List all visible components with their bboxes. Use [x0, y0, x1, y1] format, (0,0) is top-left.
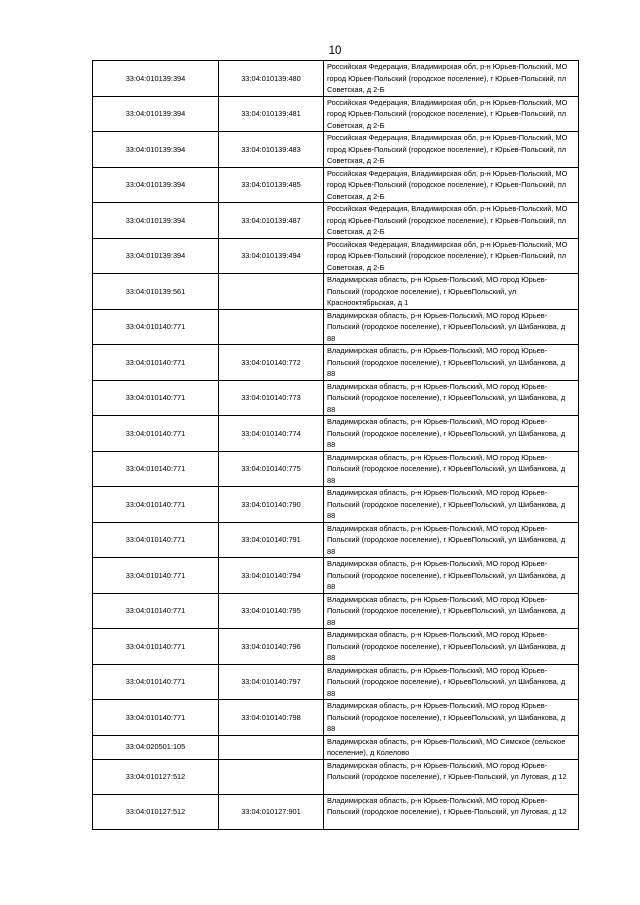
table-row [93, 629, 579, 665]
parcel-number-cell: 33:04:010139:394 [93, 61, 219, 97]
address-cell: Российская Федерация, Владимирская обл, р-н Юрьев-Польский, МО город Юрьев-Польский (городское поселение), г Юрьев-Польский, пл Советская, д 2-Б [324, 61, 579, 97]
object-number-cell [219, 274, 324, 310]
address-cell: Владимирская область, р-н Юрьев-Польский, МО город Юрьев-Польский (городское поселение), г Юрьев-Польский, ул Луговая, д 12 [324, 794, 579, 829]
parcel-number-cell: 33:04:010140:771 [93, 629, 219, 665]
parcel-number-cell: 33:04:010139:394 [93, 167, 219, 203]
address-cell: Владимирская область, р-н Юрьев-Польский, МО город Юрьев-Польский (городское поселение), г ЮрьевПольский, ул Шибанкова, д 88 [324, 629, 579, 665]
parcel-number-cell: 33:04:010140:771 [93, 416, 219, 452]
table-row [93, 451, 579, 487]
table-row [93, 558, 579, 594]
table-row [93, 593, 579, 629]
object-number-cell: 33:04:010140:791 [219, 522, 324, 558]
parcel-number-cell: 33:04:010140:771 [93, 522, 219, 558]
parcel-number-cell: 33:04:010139:394 [93, 132, 219, 168]
object-number-cell: 33:04:010140:790 [219, 487, 324, 523]
object-number-cell: 33:04:010140:775 [219, 451, 324, 487]
object-number-cell: 33:04:010140:772 [219, 345, 324, 381]
table-row [93, 132, 579, 168]
table-row [93, 664, 579, 700]
object-number-cell: 33:04:010139:480 [219, 61, 324, 97]
address-cell: Владимирская область, р-н Юрьев-Польский, МО город Юрьев-Польский (городское поселение), г ЮрьевПольский, ул Шибанкова, д 88 [324, 664, 579, 700]
table-row [93, 203, 579, 239]
address-cell: Российская Федерация, Владимирская обл, р-н Юрьев-Польский, МО город Юрьев-Польский (городское поселение), г Юрьев-Польский, пл Советская, д 2-Б [324, 132, 579, 168]
object-number-cell: 33:04:010127:901 [219, 794, 324, 829]
table-body [93, 61, 579, 830]
address-cell: Владимирская область, р-н Юрьев-Польский, МО город Юрьев-Польский (городское поселение), г ЮрьевПольский, ул Шибанкова, д 88 [324, 451, 579, 487]
table-row [93, 96, 579, 132]
address-cell: Владимирская область, р-н Юрьев-Польский, МО город Юрьев-Польский (городское поселение), г ЮрьевПольский, ул Шибанкова, д 88 [324, 487, 579, 523]
table-row [93, 416, 579, 452]
object-number-cell: 33:04:010139:481 [219, 96, 324, 132]
table-row [93, 487, 579, 523]
object-number-cell: 33:04:010140:773 [219, 380, 324, 416]
object-number-cell: 33:04:010140:794 [219, 558, 324, 594]
parcel-number-cell: 33:04:010139:561 [93, 274, 219, 310]
address-cell: Владимирская область, р-н Юрьев-Польский, МО город Юрьев-Польский (городское поселение), г ЮрьевПольский, ул Шибанкова, д 88 [324, 416, 579, 452]
address-cell: Владимирская область, р-н Юрьев-Польский, МО город Юрьев-Польский (городское поселение), г ЮрьевПольский, ул Шибанкова, д 88 [324, 380, 579, 416]
parcel-number-cell: 33:04:010140:771 [93, 664, 219, 700]
object-number-cell: 33:04:010139:494 [219, 238, 324, 274]
parcel-number-cell: 33:04:010140:771 [93, 558, 219, 594]
address-cell: Владимирская область, р-н Юрьев-Польский, МО Симское (сельское поселение), д Колелово [324, 735, 579, 759]
address-cell: Владимирская область, р-н Юрьев-Польский, МО город Юрьев-Польский (городское поселение), г ЮрьевПольский, ул Шибанкова, д 88 [324, 522, 579, 558]
table-row [93, 274, 579, 310]
table-row [93, 522, 579, 558]
table-row [93, 345, 579, 381]
parcel-number-cell: 33:04:010140:771 [93, 309, 219, 345]
object-number-cell: 33:04:010139:485 [219, 167, 324, 203]
parcel-number-cell: 33:04:010140:771 [93, 700, 219, 736]
object-number-cell: 33:04:010140:798 [219, 700, 324, 736]
parcel-number-cell: 33:04:010140:771 [93, 380, 219, 416]
table-row [93, 700, 579, 736]
address-cell: Российская Федерация, Владимирская обл, р-н Юрьев-Польский, МО город Юрьев-Польский (городское поселение), г Юрьев-Польский, пл Советская, д 2-Б [324, 167, 579, 203]
object-number-cell: 33:04:010140:797 [219, 664, 324, 700]
cadastral-table [92, 60, 579, 830]
address-cell: Владимирская область, р-н Юрьев-Польский, МО город Юрьев-Польский (городское поселение), г ЮрьевПольский, ул Красноoктябрьская, д 1 [324, 274, 579, 310]
address-cell: Владимирская область, р-н Юрьев-Польский, МО город Юрьев-Польский (городское поселение), г ЮрьевПольский, ул Шибанкова, д 88 [324, 345, 579, 381]
parcel-number-cell: 33:04:020501:105 [93, 735, 219, 759]
address-cell: Владимирская область, р-н Юрьев-Польский, МО город Юрьев-Польский (городское поселение), г Юрьев-Польский, ул Луговая, д 12 [324, 759, 579, 794]
parcel-number-cell: 33:04:010139:394 [93, 238, 219, 274]
table-row [93, 794, 579, 829]
parcel-number-cell: 33:04:010127:512 [93, 759, 219, 794]
page-number: 10 [328, 45, 342, 57]
address-cell: Владимирская область, р-н Юрьев-Польский, МО город Юрьев-Польский (городское поселение), г ЮрьевПольский, ул Шибанкова, д 88 [324, 700, 579, 736]
table-row [93, 238, 579, 274]
table-row [93, 167, 579, 203]
address-cell: Российская Федерация, Владимирская обл, р-н Юрьев-Польский, МО город Юрьев-Польский (городское поселение), г Юрьев-Польский, пл Советская, д 2-Б [324, 238, 579, 274]
object-number-cell [219, 759, 324, 794]
address-cell: Российская Федерация, Владимирская обл, р-н Юрьев-Польский, МО город Юрьев-Польский (городское поселение), г Юрьев-Польский, пл Советская, д 2-Б [324, 96, 579, 132]
parcel-number-cell: 33:04:010139:394 [93, 96, 219, 132]
parcel-number-cell: 33:04:010127:512 [93, 794, 219, 829]
table-row [93, 61, 579, 97]
table-row [93, 309, 579, 345]
object-number-cell: 33:04:010139:483 [219, 132, 324, 168]
parcel-number-cell: 33:04:010140:771 [93, 487, 219, 523]
parcel-number-cell: 33:04:010140:771 [93, 593, 219, 629]
object-number-cell [219, 735, 324, 759]
address-cell: Владимирская область, р-н Юрьев-Польский, МО город Юрьев-Польский (городское поселение), г ЮрьевПольский, ул Шибанкова, д 88 [324, 558, 579, 594]
object-number-cell: 33:04:010140:796 [219, 629, 324, 665]
object-number-cell [219, 309, 324, 345]
object-number-cell: 33:04:010139:487 [219, 203, 324, 239]
table-row [93, 735, 579, 759]
parcel-number-cell: 33:04:010140:771 [93, 345, 219, 381]
object-number-cell: 33:04:010140:774 [219, 416, 324, 452]
address-cell: Владимирская область, р-н Юрьев-Польский, МО город Юрьев-Польский (городское поселение), г ЮрьевПольский, ул Шибанкова, д 88 [324, 593, 579, 629]
table-row [93, 380, 579, 416]
table-row [93, 759, 579, 794]
parcel-number-cell: 33:04:010139:394 [93, 203, 219, 239]
address-cell: Владимирская область, р-н Юрьев-Польский, МО город Юрьев-Польский (городское поселение), г ЮрьевПольский, ул Шибанкова, д 88 [324, 309, 579, 345]
parcel-number-cell: 33:04:010140:771 [93, 451, 219, 487]
object-number-cell: 33:04:010140:795 [219, 593, 324, 629]
address-cell: Российская Федерация, Владимирская обл, р-н Юрьев-Польский, МО город Юрьев-Польский (городское поселение), г Юрьев-Польский, пл Советская, д 2-Б [324, 203, 579, 239]
